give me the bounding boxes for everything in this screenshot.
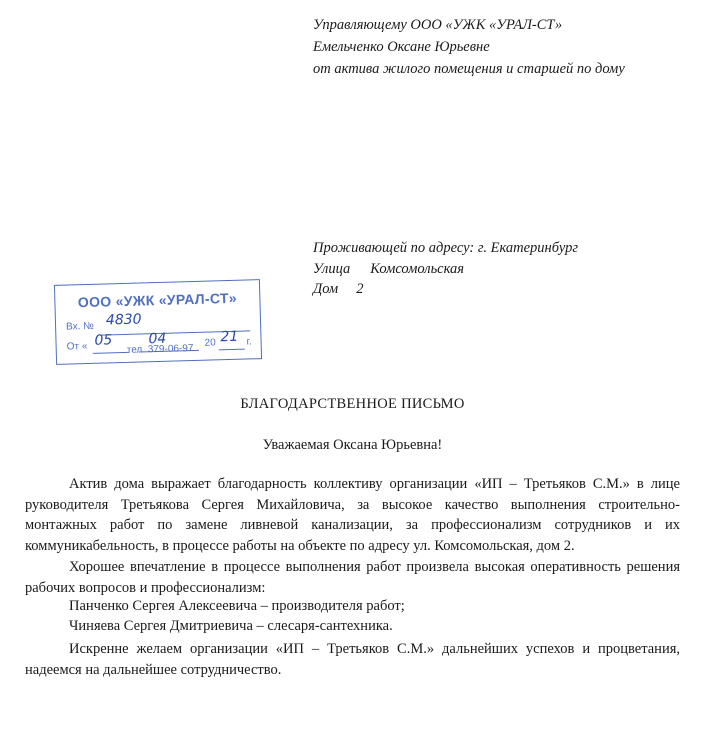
stamp-tel: тел. 379-06-97	[126, 343, 194, 356]
letter-title: БЛАГОДАРСТВЕННОЕ ПИСЬМО	[240, 396, 465, 412]
stamp-in-number: 4830	[105, 311, 142, 329]
stamp-month: 04	[148, 330, 167, 348]
stamp-day: 05	[94, 332, 113, 349]
sender-line: от актива жилого помещения и старшей по дому	[313, 61, 625, 77]
worker-2: Чиняева Сергея Дмитриевича – слесаря-сантехника.	[69, 618, 393, 634]
paragraph-1: Актив дома выражает благодарность коллективу организации «ИП – Третьяков С.М.» в лице руководителя Третьякова Сергея Михайловича, за высокое качество выполнения строительно-монтажных работ по замене ливневой канализации, за профессионализм сотрудников и их коммуникабельность, в процессе работы на объекте по адресу ул. Комсомольская, дом 2.	[25, 476, 680, 554]
stamp-year-prefix: 20	[204, 337, 216, 349]
paragraph-2: Хорошее впечатление в процессе выполнения работ произвела высокая оперативность решения рабочих вопросов и профессионализм:	[25, 559, 680, 596]
house-label: Дом	[313, 281, 339, 297]
incoming-stamp	[54, 279, 262, 365]
address-house-row	[313, 279, 363, 299]
stamp-day-underline	[93, 352, 129, 354]
address-city: Проживающей по адресу: г. Екатеринбург	[313, 240, 578, 256]
stamp-in-label: Вх. №	[65, 320, 95, 333]
recipient-line-1: Управляющему ООО «УЖК «УРАЛ-СТ»	[313, 17, 563, 33]
street-value: Комсомольская	[370, 261, 465, 277]
stamp-year-underline	[219, 349, 245, 351]
address-street-row	[313, 259, 464, 279]
stamp-year-suffix: г.	[246, 336, 252, 348]
stamp-year: 21	[220, 328, 239, 346]
house-value: 2	[356, 281, 364, 297]
paragraph-3: Искренне желаем организации «ИП – Третьяков С.М.» дальнейших успехов и процветания, надеемся на дальнейшее сотрудничество.	[25, 641, 680, 678]
street-label: Улица	[313, 261, 351, 277]
stamp-from-label: От «	[66, 340, 88, 353]
letter-greeting: Уважаемая Оксана Юрьевна!	[262, 437, 443, 453]
recipient-line-2: Емельченко Оксане Юрьевне	[313, 39, 490, 55]
stamp-org: ООО «УЖК «УРАЛ-СТ»	[77, 289, 238, 311]
worker-1: Панченко Сергея Алексеевича – производителя работ;	[69, 598, 405, 614]
